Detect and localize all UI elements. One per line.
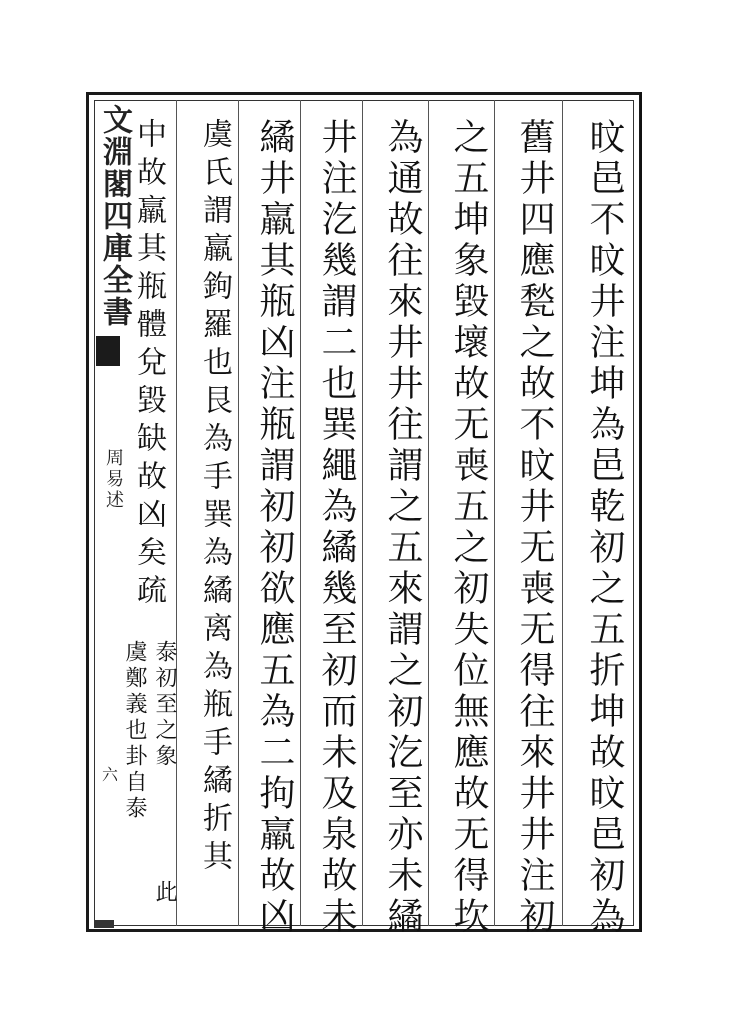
right-border [640, 92, 642, 932]
text-column-5: 井注汔幾謂二也巽繩為繘幾至初而未及泉故未 [316, 118, 357, 938]
book-title: 周易述 [103, 448, 124, 511]
fish-tail-mark [96, 336, 120, 366]
column-rule [494, 100, 495, 926]
annotation-tail: 此 [152, 880, 177, 906]
page-number: 六 [102, 765, 119, 784]
column-rule [300, 100, 301, 926]
annotation-line-1: 泰初至之象 [152, 640, 177, 770]
annotation-line-2: 虞鄭義也卦自泰 [122, 640, 147, 822]
column-rule [176, 100, 177, 926]
text-column-7: 虞氏謂羸鉤羅也艮為手巽為繘离為瓶手繘折其 [197, 118, 232, 878]
column-rule [362, 100, 363, 926]
column-rule [428, 100, 429, 926]
bottom-mark [94, 920, 114, 928]
text-column-1: 旼邑不旼井注坤為邑乾初之五折坤故旼邑初為 [584, 118, 625, 938]
text-column-4: 為通故往來井井往謂之五來謂之初汔至亦未繘 [382, 118, 423, 938]
text-column-2: 舊井四應甃之故不旼井无喪无得往來井井注初 [514, 118, 555, 938]
text-column-8: 中故羸其瓶體兌毀缺故凶矣疏 [131, 118, 166, 612]
column-rule [562, 100, 563, 926]
library-title: 文淵閣四庫全書 [97, 104, 132, 328]
text-column-6: 繘井羸其瓶凶注瓶謂初初欲應五為二拘羸故凶 [254, 118, 295, 938]
text-column-3: 之五坤象毀壞故无喪五之初失位無應故无得坎 [448, 118, 489, 938]
